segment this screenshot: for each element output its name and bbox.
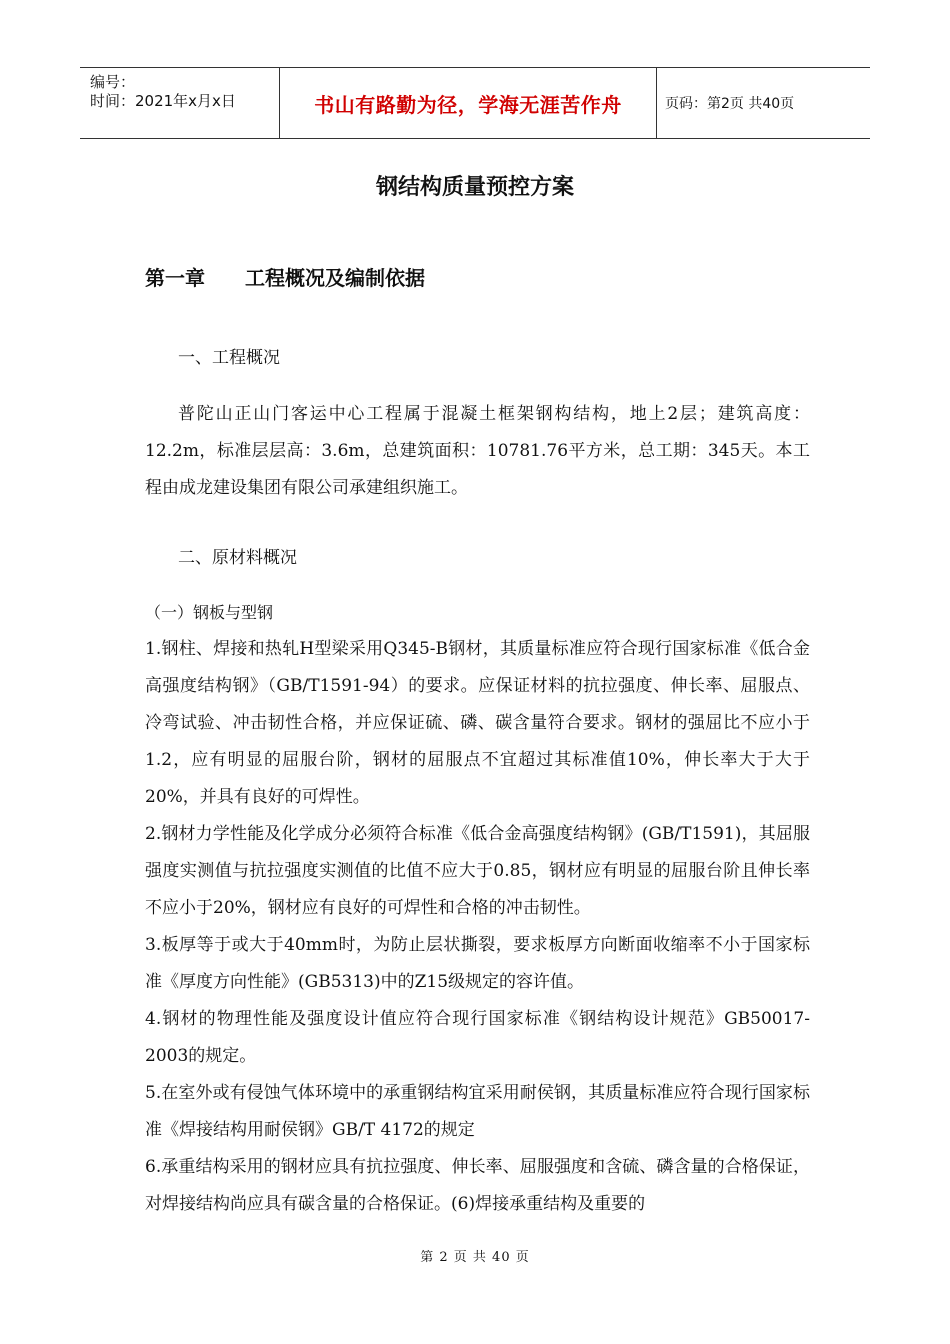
list-item: 4.钢材的物理性能及强度设计值应符合现行国家标准《钢结构设计规范》GB50017-2003的规定。 bbox=[145, 1009, 810, 1066]
header-date: 时间：2021年x月x日 bbox=[90, 92, 236, 110]
header-page-info: 页码：第2页 共40页 bbox=[665, 96, 795, 112]
list-item: 2.钢材力学性能及化学成分必须符合标准《低合金高强度结构钢》(GB/T1591)，其屈服强度实测值与抗拉强度实测值的比值不应大于0.85，钢材应有明显的屈服台阶且伸长率不应小于20%，钢材应有良好的可焊性和合格的冲击韧性。 bbox=[145, 824, 810, 918]
list-item: 6.承重结构采用的钢材应具有抗拉强度、伸长率、屈服强度和含硫、磷含量的合格保证，对焊接结构尚应具有碳含量的合格保证。(6)焊接承重结构及重要的 bbox=[145, 1157, 810, 1214]
page-header bbox=[80, 67, 870, 139]
list-item: 1.钢柱、焊接和热轧H型梁采用Q345-B钢材，其质量标准应符合现行国家标准《低合金高强度结构钢》（GB/T1591-94）的要求。应保证材料的抗拉强度、伸长率、屈服点、冷弯试验、冲击韧性合格，并应保证硫、磷、碳含量符合要求。钢材的强屈比不应小于1.2，应有明显的屈服台阶，钢材的屈服点不宜超过其标准值10%，伸长率大于大于20%，并具有良好的可焊性。 bbox=[145, 639, 810, 807]
header-code-label: 编号： bbox=[90, 73, 136, 91]
materials-list bbox=[145, 631, 810, 1223]
chapter-name: 工程概况及编制依据 bbox=[245, 266, 425, 290]
list-item: 3.板厚等于或大于40mm时，为防止层状撕裂，要求板厚方向断面收缩率不小于国家标准《厚度方向性能》(GB5313)中的Z15级规定的容许值。 bbox=[145, 935, 810, 992]
sub-heading-steel: （一）钢板与型钢 bbox=[145, 603, 274, 622]
overview-paragraph bbox=[145, 396, 810, 507]
list-item: 5.在室外或有侵蚀气体环境中的承重钢结构宜采用耐侯钢，其质量标准应符合现行国家标准《焊接结构用耐侯钢》GB/T 4172的规定 bbox=[145, 1083, 810, 1140]
header-left-cell bbox=[80, 68, 280, 138]
page-footer: 第 2 页 共 40 页 bbox=[420, 1250, 530, 1265]
chapter-number: 第一章 bbox=[145, 266, 205, 290]
section-heading-overview: 一、工程概况 bbox=[178, 348, 280, 368]
document-title: 钢结构质量预控方案 bbox=[375, 175, 574, 200]
overview-text: 普陀山正山门客运中心工程属于混凝土框架钢构结构，地上2层；建筑高度：12.2m，标准层层高：3.6m，总建筑面积：10781.76平方米，总工期：345天。本工程由成龙建设集团有限公司承建组织施工。 bbox=[145, 404, 810, 498]
chapter-heading bbox=[145, 262, 425, 291]
header-motto: 书山有路勤为径，学海无涯苦作舟 bbox=[280, 68, 657, 138]
section-heading-materials: 二、原材料概况 bbox=[178, 548, 297, 568]
